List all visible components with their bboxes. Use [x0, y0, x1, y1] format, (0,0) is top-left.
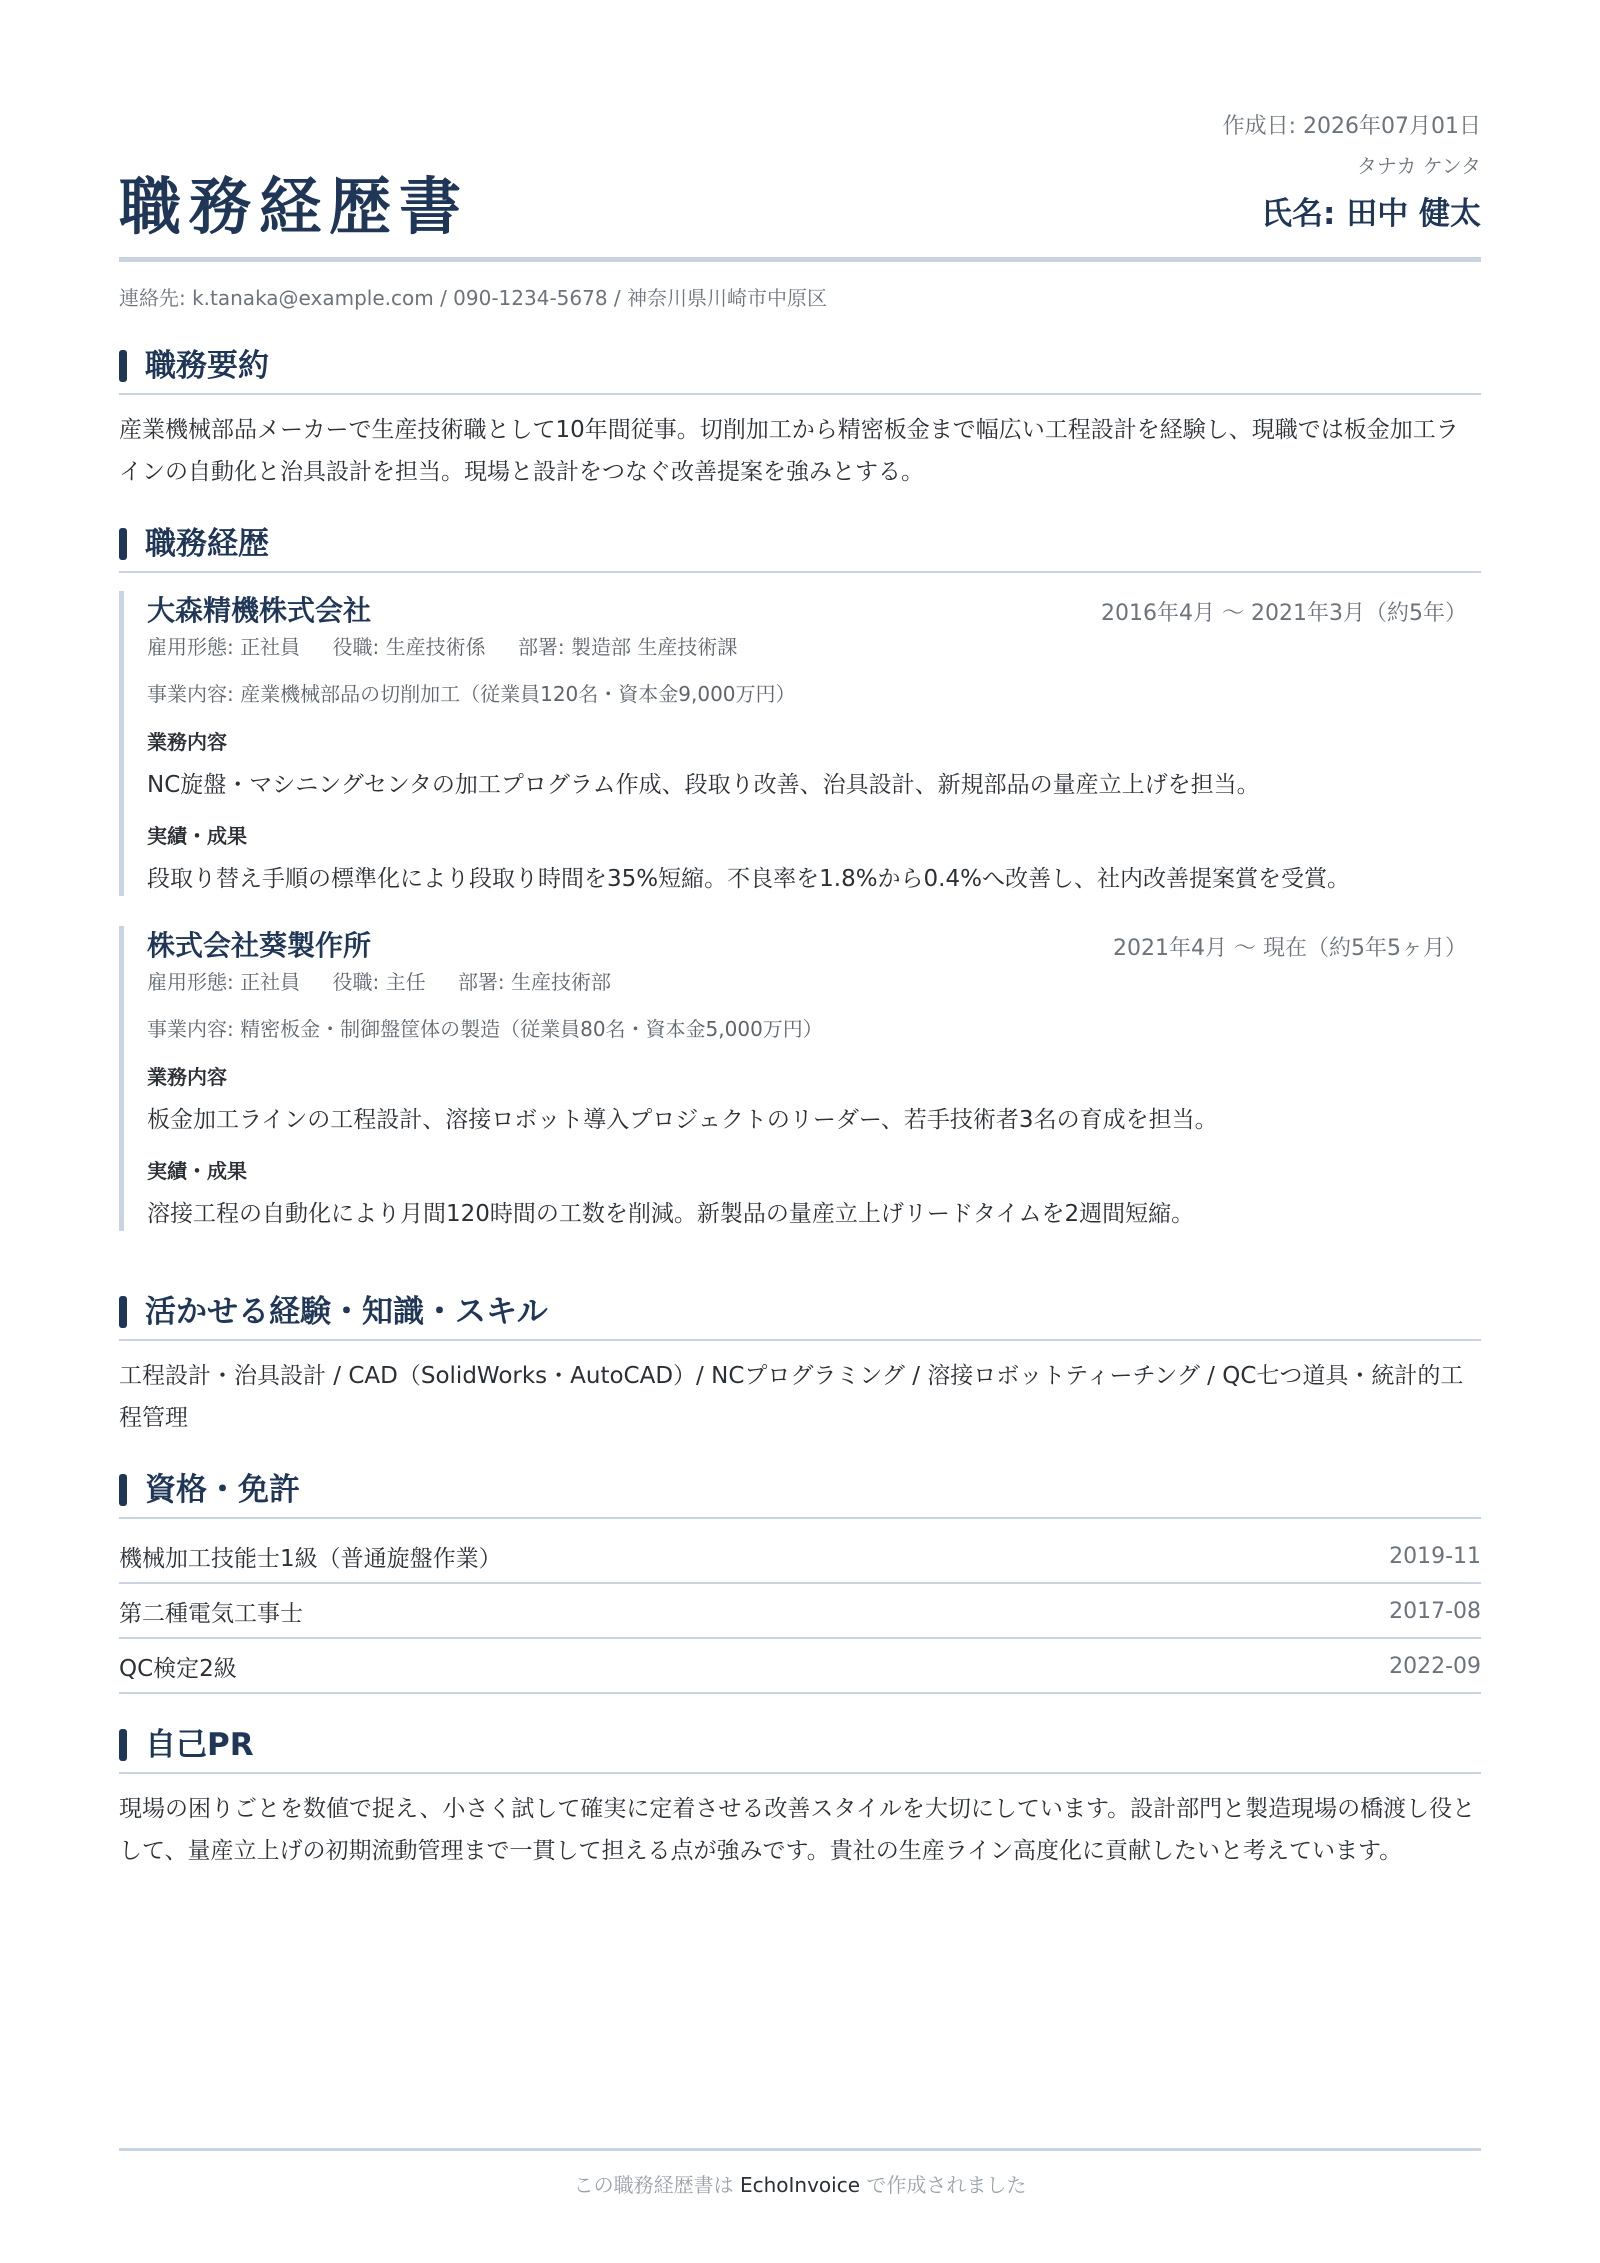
- skills-header: [119, 1291, 1481, 1341]
- qualifications-list: [119, 1529, 1481, 1694]
- job-entry: [119, 591, 1481, 896]
- history-section: [119, 523, 1481, 1231]
- section-marker: [119, 1474, 127, 1506]
- summary-text: 産業機械部品メーカーで生産技術職として10年間従事。切削加工から精密板金まで幅広い工程設計を経験し、現職では板金加工ラインの自動化と治具設計を担当。現場と設計をつなぐ改善提案を強みとする。: [119, 417, 1459, 485]
- skills-section: [119, 1291, 1481, 1439]
- footer-brand-link[interactable]: EchoInvoice: [739, 2173, 861, 2197]
- footer-suffix: で作成されました: [866, 2173, 1027, 2197]
- qualification-name: QC検定2級: [119, 1656, 237, 1682]
- job-department: 部署: 製造部 生産技術課: [517, 635, 738, 659]
- header-divider: [119, 257, 1481, 262]
- job-top: [147, 926, 1467, 966]
- qualification-name: 第二種電気工事士: [119, 1601, 303, 1627]
- job-meta: [147, 633, 1467, 661]
- name-label: 氏名:: [1261, 196, 1336, 232]
- job-period: 2016年4月 〜 2021年3月（約5年）: [1101, 601, 1467, 626]
- qualifications-header: [119, 1469, 1481, 1519]
- full-name: 田中 健太: [1346, 196, 1481, 232]
- achievements-label: 実績・成果: [147, 824, 247, 848]
- pr-section: [119, 1724, 1481, 1872]
- qualifications-title: 資格・免許: [145, 1472, 300, 1508]
- qualification-row: [119, 1584, 1481, 1639]
- document-title: 職務経歴書: [119, 170, 470, 243]
- job-role: 役職: 主任: [332, 970, 426, 994]
- job-role: 役職: 生産技術係: [332, 635, 486, 659]
- job-company: 株式会社葵製作所: [147, 929, 372, 962]
- achievements-text: 段取り替え手順の標準化により段取り時間を35%短縮。不良率を1.8%から0.4%へ改善し、社内改善提案賞を受賞。: [147, 866, 1350, 892]
- achievements-label: 実績・成果: [147, 1159, 247, 1183]
- pr-title: 自己PR: [145, 1727, 254, 1763]
- job-meta: [147, 968, 1467, 996]
- pr-header: [119, 1724, 1481, 1774]
- duties-text: 板金加工ラインの工程設計、溶接ロボット導入プロジェクトのリーダー、若手技術者3名の育成を担当。: [147, 1107, 1218, 1133]
- job-business: 事業内容: 精密板金・制御盤筐体の製造（従業員80名・資本金5,000万円）: [147, 1017, 823, 1041]
- created-date: 作成日: 2026年07月01日: [1222, 114, 1481, 139]
- skills-title: 活かせる経験・知識・スキル: [145, 1294, 548, 1330]
- achievements-text: 溶接工程の自動化により月間120時間の工数を削減。新製品の量産立上げリードタイムを2週間短縮。: [147, 1201, 1195, 1227]
- contact-info: 連絡先: k.tanaka@example.com / 090-1234-5678 / 神奈川県川崎市中原区: [119, 286, 828, 310]
- job-entry: [119, 926, 1481, 1231]
- header-meta: [1223, 112, 1481, 234]
- section-marker: [119, 1729, 127, 1761]
- header: [119, 0, 1481, 262]
- pr-text: 現場の困りごとを数値で捉え、小さく試して確実に定着させる改善スタイルを大切にしています。設計部門と製造現場の橋渡し役として、量産立上げの初期流動管理まで一貫して担える点が強みです。貴社の生産ライン高度化に貢献したいと考えています。: [119, 1796, 1476, 1864]
- job-business: 事業内容: 産業機械部品の切削加工（従業員120名・資本金9,000万円）: [147, 682, 796, 706]
- qualification-date: 2022-09: [1389, 1654, 1481, 1679]
- qualification-row: [119, 1529, 1481, 1584]
- history-title: 職務経歴: [145, 526, 269, 562]
- qualification-date: 2019-11: [1389, 1544, 1481, 1569]
- footer-divider: [119, 2148, 1481, 2151]
- qualification-date: 2017-08: [1389, 1599, 1481, 1624]
- summary-header: [119, 345, 1481, 395]
- section-marker: [119, 1296, 127, 1328]
- section-marker: [119, 528, 127, 560]
- skills-text: 工程設計・治具設計 / CAD（SolidWorks・AutoCAD）/ NCプログラミング / 溶接ロボットティーチング / QC七つ道具・統計的工程管理: [119, 1363, 1464, 1431]
- job-department: 部署: 生産技術部: [457, 970, 612, 994]
- name-kana: タナカ ケンタ: [1356, 154, 1481, 178]
- job-employment: 雇用形態: 正社員: [147, 635, 301, 659]
- summary-section: [119, 345, 1481, 493]
- qualification-name: 機械加工技能士1級（普通旋盤作業）: [119, 1546, 502, 1572]
- name-line: [1223, 194, 1481, 234]
- duties-text: NC旋盤・マシニングセンタの加工プログラム作成、段取り改善、治具設計、新規部品の量産立上げを担当。: [147, 772, 1260, 798]
- job-company: 大森精機株式会社: [147, 594, 372, 627]
- qualification-row: [119, 1639, 1481, 1694]
- history-header: [119, 523, 1481, 573]
- job-employment: 雇用形態: 正社員: [147, 970, 301, 994]
- section-marker: [119, 350, 127, 382]
- qualifications-section: [119, 1469, 1481, 1694]
- job-top: [147, 591, 1467, 631]
- summary-title: 職務要約: [145, 348, 269, 384]
- footer: [0, 2170, 1600, 2200]
- duties-label: 業務内容: [147, 730, 227, 754]
- duties-label: 業務内容: [147, 1065, 227, 1089]
- job-period: 2021年4月 〜 現在（約5年5ヶ月）: [1113, 936, 1467, 961]
- footer-prefix: この職務経歴書は: [573, 2173, 734, 2197]
